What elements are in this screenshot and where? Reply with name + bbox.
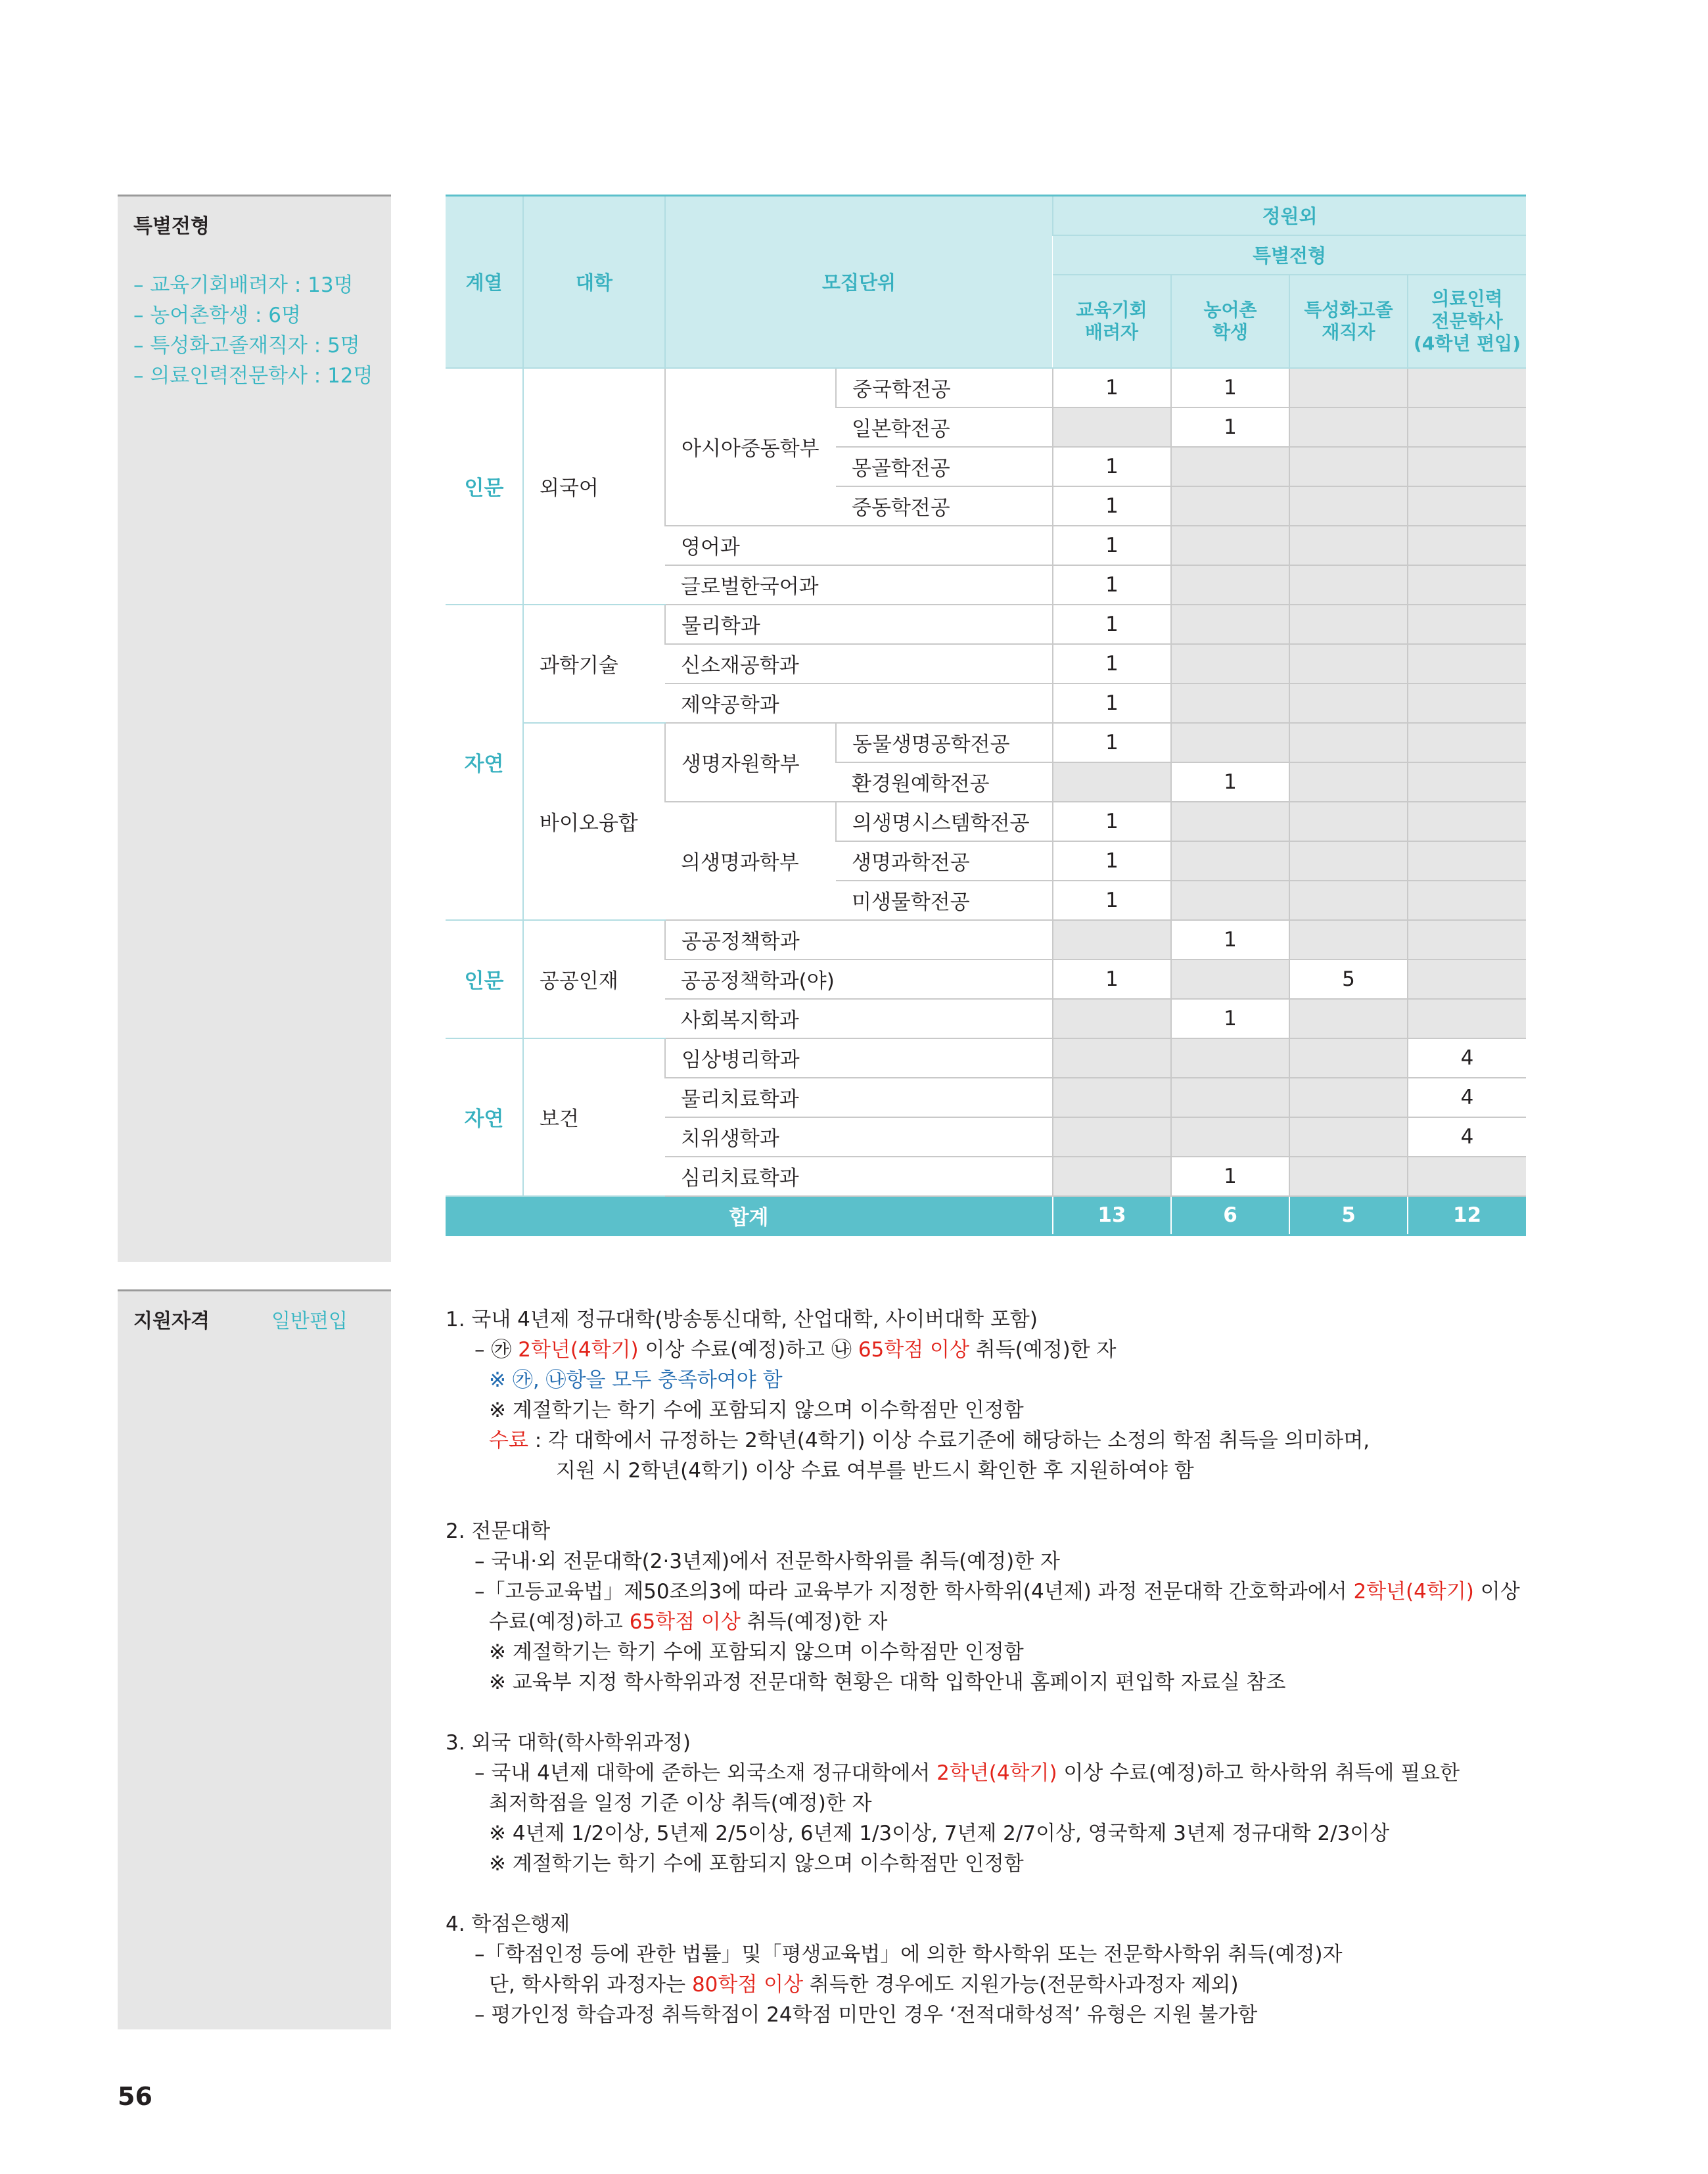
header-category: 계열	[446, 196, 523, 368]
section-credit-bank	[446, 1909, 1523, 2030]
value-cell	[1289, 999, 1408, 1038]
text-line	[446, 1970, 1523, 2000]
value-cell	[1289, 447, 1408, 486]
value-cell: 1	[1053, 368, 1171, 407]
college-cell: 과학기술	[523, 605, 665, 723]
value-cell	[1408, 683, 1526, 723]
eligibility-content	[446, 1305, 1523, 2060]
unit-cell: 몽골학전공	[836, 447, 1053, 486]
value-cell: 4	[1408, 1117, 1526, 1157]
value-cell	[1171, 1078, 1289, 1117]
page-number: 56	[118, 2082, 152, 2111]
value-cell	[1053, 1078, 1171, 1117]
table-row	[446, 605, 1526, 644]
header-unit: 모집단위	[665, 196, 1053, 368]
college-cell: 외국어	[523, 368, 665, 605]
header-col-education: 교육기회 배려자	[1053, 275, 1171, 368]
note-line	[446, 1425, 1523, 1456]
section-domestic-university	[446, 1305, 1523, 1486]
text-span: –「고등교육법」제50조의3에 따라 교육부가 지정한 학사학위(4년제) 과정 전문대학 간호학과에서	[474, 1580, 1354, 1604]
value-cell	[1289, 565, 1408, 605]
unit-cell: 물리치료학과	[665, 1078, 1053, 1117]
value-cell	[1171, 565, 1289, 605]
unit-cell: 치위생학과	[665, 1117, 1053, 1157]
table-row	[446, 1038, 1526, 1078]
unit-cell: 중동학전공	[836, 486, 1053, 526]
value-cell	[1289, 1038, 1408, 1078]
value-cell	[1408, 960, 1526, 999]
section-junior-college	[446, 1516, 1523, 1698]
value-cell: 1	[1171, 999, 1289, 1038]
value-cell: 1	[1053, 960, 1171, 999]
value-cell	[1171, 1117, 1289, 1157]
quota-table	[446, 195, 1526, 1236]
sidebar-list	[133, 270, 375, 391]
value-cell	[1053, 920, 1171, 960]
value-cell: 4	[1408, 1038, 1526, 1078]
value-cell: 1	[1171, 407, 1289, 447]
note-line: ※ 교육부 지정 학사학위과정 전문대학 현황은 대학 입학안내 홈페이지 편입학 자료실 참조	[489, 1671, 1286, 1694]
dept-cell: 아시아중동학부	[665, 368, 836, 526]
value-cell	[1289, 1078, 1408, 1117]
list-item: – 교육기회배려자 : 13명	[133, 273, 354, 297]
unit-cell: 글로벌한국어과	[665, 565, 1053, 605]
highlight-text: 2학년(4학기)	[518, 1338, 639, 1362]
unit-cell: 환경원예학전공	[836, 762, 1053, 802]
section-title: 1. 국내 4년제 정규대학(방송통신대학, 산업대학, 사이버대학 포함)	[446, 1308, 1038, 1331]
text-span: 수료(예정)하고	[489, 1610, 630, 1634]
header-special: 특별전형	[1053, 235, 1526, 275]
note-line: 지원 시 2학년(4학기) 이상 수료 여부를 반드시 확인한 후 지원하여야 함	[556, 1459, 1194, 1483]
text-span: 취득(예정)한 자	[740, 1610, 888, 1634]
text-span: : 각 대학에서 규정하는 2학년(4학기) 이상 수료기준에 해당하는 소정의 학점 취득을 의미하며,	[528, 1429, 1370, 1452]
text-span: – ㉮	[474, 1338, 519, 1362]
sidebar-title: 지원자격	[133, 1310, 210, 1333]
value-cell: 1	[1053, 447, 1171, 486]
value-cell: 1	[1053, 486, 1171, 526]
section-title: 3. 외국 대학(학사학위과정)	[446, 1731, 691, 1755]
header-col-medical: 의료인력 전문학사 (4학년 편입)	[1408, 275, 1526, 368]
section-title: 4. 학점은행제	[446, 1912, 570, 1936]
header-outside-quota: 정원외	[1053, 196, 1526, 235]
unit-cell: 신소재공학과	[665, 644, 1053, 683]
unit-cell: 생명과학전공	[836, 841, 1053, 881]
value-cell: 1	[1171, 920, 1289, 960]
total-value: 5	[1289, 1196, 1408, 1236]
category-cell: 자연	[446, 605, 523, 920]
unit-cell: 일본학전공	[836, 407, 1053, 447]
unit-cell: 임상병리학과	[665, 1038, 1053, 1078]
value-cell	[1408, 644, 1526, 683]
sidebar-title: 특별전형	[133, 215, 210, 238]
value-cell	[1408, 486, 1526, 526]
note-line: ※ 계절학기는 학기 수에 포함되지 않으며 이수학점만 인정함	[489, 1852, 1024, 1876]
value-cell	[1171, 644, 1289, 683]
sidebar-eligibility	[118, 1289, 391, 2029]
text-span: 이상	[1473, 1580, 1520, 1604]
unit-cell: 심리치료학과	[665, 1157, 1053, 1196]
text-line	[446, 1607, 1523, 1637]
value-cell	[1289, 683, 1408, 723]
text-span: 취득(예정)한 자	[969, 1338, 1117, 1362]
value-cell	[1408, 881, 1526, 920]
header-college: 대학	[523, 196, 665, 368]
highlight-text: 65학점 이상	[858, 1338, 969, 1362]
section-title: 2. 전문대학	[446, 1519, 551, 1543]
unit-cell: 사회복지학과	[665, 999, 1053, 1038]
total-value: 12	[1408, 1196, 1526, 1236]
value-cell	[1289, 802, 1408, 841]
unit-cell: 동물생명공학전공	[836, 723, 1053, 762]
value-cell	[1408, 407, 1526, 447]
value-cell	[1289, 526, 1408, 565]
header-col-rural: 농어촌 학생	[1171, 275, 1289, 368]
college-cell: 공공인재	[523, 920, 665, 1038]
section-foreign-university	[446, 1728, 1523, 1879]
value-cell	[1289, 723, 1408, 762]
total-value: 13	[1053, 1196, 1171, 1236]
text-line: –「학점인정 등에 관한 법률」및「평생교육법」에 의한 학사학위 또는 전문학사학위 취득(예정)자	[474, 1943, 1343, 1966]
unit-cell: 미생물학전공	[836, 881, 1053, 920]
value-cell: 1	[1053, 723, 1171, 762]
value-cell	[1408, 920, 1526, 960]
unit-cell: 의생명시스템학전공	[836, 802, 1053, 841]
list-item: – 특성화고졸재직자 : 5명	[133, 334, 360, 358]
text-span: 취득한 경우에도 지원가능(전문학사과정자 제외)	[803, 1973, 1239, 1997]
value-cell	[1408, 802, 1526, 841]
list-item: – 의료인력전문학사 : 12명	[133, 364, 373, 388]
value-cell: 1	[1171, 762, 1289, 802]
note-line: ※ 계절학기는 학기 수에 포함되지 않으며 이수학점만 인정함	[489, 1640, 1024, 1664]
value-cell: 1	[1053, 526, 1171, 565]
value-cell: 1	[1053, 683, 1171, 723]
value-cell	[1289, 1117, 1408, 1157]
dept-cell: 생명자원학부	[665, 723, 836, 802]
text-span: 이상 수료(예정)하고 학사학위 취득에 필요한	[1057, 1761, 1460, 1785]
value-cell	[1408, 605, 1526, 644]
highlight-text: 2학년(4학기)	[936, 1761, 1057, 1785]
sidebar-heading	[133, 1305, 375, 1333]
value-cell	[1408, 447, 1526, 486]
value-cell	[1171, 486, 1289, 526]
value-cell	[1289, 486, 1408, 526]
note-line: ※ 4년제 1/2이상, 5년제 2/5이상, 6년제 1/3이상, 7년제 2/7이상, 영국학제 3년제 정규대학 2/3이상	[489, 1822, 1390, 1845]
value-cell: 1	[1053, 841, 1171, 881]
value-cell	[1053, 1157, 1171, 1196]
value-cell	[1053, 407, 1171, 447]
unit-cell: 제약공학과	[665, 683, 1053, 723]
value-cell	[1053, 762, 1171, 802]
table-row	[446, 723, 1526, 762]
note-line: ※ 계절학기는 학기 수에 포함되지 않으며 이수학점만 인정함	[489, 1399, 1024, 1422]
college-cell: 바이오융합	[523, 723, 665, 920]
total-row	[446, 1196, 1526, 1236]
text-span: 단, 학사학위 과정자는	[489, 1973, 692, 1997]
college-cell: 보건	[523, 1038, 665, 1196]
total-label: 합계	[446, 1196, 1053, 1236]
value-cell	[1171, 683, 1289, 723]
unit-cell: 공공정책학과	[665, 920, 1053, 960]
value-cell: 1	[1053, 644, 1171, 683]
value-cell: 1	[1053, 605, 1171, 644]
highlight-text: 80학점 이상	[691, 1973, 804, 1997]
text-line: – 평가인정 학습과정 취득학점이 24학점 미만인 경우 ‘전적대학성적’ 유형은 지원 불가함	[474, 2003, 1258, 2027]
value-cell: 1	[1053, 565, 1171, 605]
note-line: ※ ㉮, ㉯항을 모두 충족하여야 함	[489, 1368, 783, 1392]
value-cell	[1289, 881, 1408, 920]
text-span: – 국내 4년제 대학에 준하는 외국소재 정규대학에서	[474, 1761, 937, 1785]
table-row	[446, 920, 1526, 960]
text-line: 최저학점을 일정 기준 이상 취득(예정)한 자	[489, 1792, 872, 1815]
value-cell	[1289, 407, 1408, 447]
total-value: 6	[1171, 1196, 1289, 1236]
value-cell	[1171, 723, 1289, 762]
dept-cell: 의생명과학부	[665, 802, 836, 920]
unit-cell: 공공정책학과(야)	[665, 960, 1053, 999]
value-cell	[1171, 605, 1289, 644]
value-cell	[1289, 920, 1408, 960]
value-cell	[1053, 1117, 1171, 1157]
value-cell	[1171, 841, 1289, 881]
text-span: 이상 수료(예정)하고 ㉯	[638, 1338, 858, 1362]
value-cell	[1289, 1157, 1408, 1196]
value-cell	[1289, 644, 1408, 683]
quota-table-body	[446, 368, 1526, 1236]
text-line	[446, 1758, 1523, 1788]
list-item: – 농어촌학생 : 6명	[133, 304, 301, 327]
unit-cell: 중국학전공	[836, 368, 1053, 407]
value-cell	[1289, 605, 1408, 644]
table-row	[446, 368, 1526, 407]
text-line	[446, 1577, 1523, 1607]
value-cell	[1408, 1157, 1526, 1196]
value-cell	[1289, 762, 1408, 802]
value-cell	[1408, 565, 1526, 605]
category-cell: 인문	[446, 920, 523, 1038]
value-cell	[1408, 999, 1526, 1038]
highlight-text: 65학점 이상	[629, 1610, 741, 1634]
sidebar-special-admission	[118, 195, 391, 1262]
value-cell	[1053, 1038, 1171, 1078]
value-cell: 4	[1408, 1078, 1526, 1117]
sidebar-subtitle: 일반편입	[271, 1310, 348, 1333]
value-cell	[1289, 368, 1408, 407]
value-cell	[1408, 762, 1526, 802]
category-cell: 인문	[446, 368, 523, 605]
unit-cell: 물리학과	[665, 605, 1053, 644]
category-cell: 자연	[446, 1038, 523, 1196]
value-cell	[1171, 447, 1289, 486]
value-cell	[1171, 802, 1289, 841]
value-cell	[1408, 841, 1526, 881]
value-cell: 1	[1053, 802, 1171, 841]
value-cell: 1	[1171, 368, 1289, 407]
value-cell	[1289, 841, 1408, 881]
value-cell	[1408, 368, 1526, 407]
value-cell: 1	[1171, 1157, 1289, 1196]
text-line	[446, 1335, 1523, 1365]
value-cell: 1	[1053, 881, 1171, 920]
value-cell	[1408, 723, 1526, 762]
text-line: – 국내·외 전문대학(2·3년제)에서 전문학사학위를 취득(예정)한 자	[474, 1550, 1061, 1573]
unit-cell: 영어과	[665, 526, 1053, 565]
value-cell	[1408, 526, 1526, 565]
highlight-text: 2학년(4학기)	[1353, 1580, 1474, 1604]
value-cell	[1053, 999, 1171, 1038]
value-cell	[1171, 1038, 1289, 1078]
highlight-text: 수료	[489, 1429, 528, 1452]
value-cell	[1171, 526, 1289, 565]
value-cell	[1171, 881, 1289, 920]
value-cell	[1171, 960, 1289, 999]
header-col-vocational: 특성화고졸 재직자	[1289, 275, 1408, 368]
value-cell: 5	[1289, 960, 1408, 999]
